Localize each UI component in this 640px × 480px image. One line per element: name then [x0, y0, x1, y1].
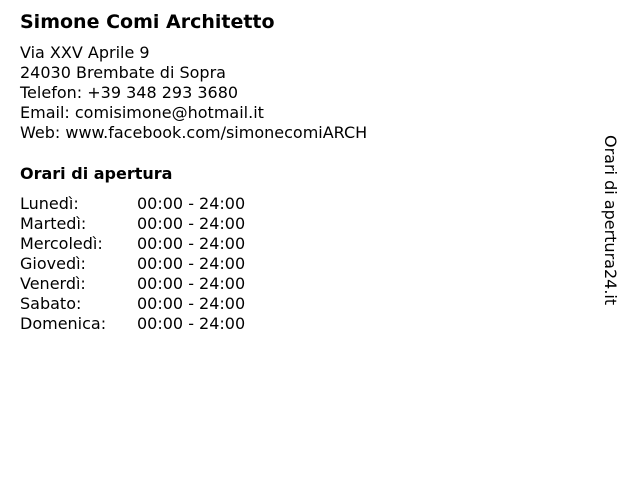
day-label: Venerdì:	[20, 274, 86, 293]
web-line: Web: www.facebook.com/simonecomiARCH	[20, 123, 368, 142]
email-line: Email: comisimone@hotmail.it	[20, 103, 264, 122]
time-range: 00:00 - 24:00	[137, 194, 246, 213]
time-range: 00:00 - 24:00	[137, 294, 246, 313]
time-range: 00:00 - 24:00	[137, 314, 246, 333]
time-range: 00:00 - 24:00	[137, 254, 246, 273]
watermark-text: Orari di apertura24.it	[601, 135, 620, 306]
day-label: Martedì:	[20, 214, 87, 233]
day-label: Lunedì:	[20, 194, 79, 213]
address-street: Via XXV Aprile 9	[20, 43, 150, 62]
day-label: Giovedì:	[20, 254, 86, 273]
address-city: 24030 Brembate di Sopra	[20, 63, 226, 82]
time-range: 00:00 - 24:00	[137, 274, 246, 293]
day-label: Mercoledì:	[20, 234, 103, 253]
contact-block	[20, 43, 367, 143]
watermark	[600, 135, 640, 335]
time-range: 00:00 - 24:00	[137, 234, 246, 253]
day-label: Domenica:	[20, 314, 107, 333]
opening-hours-title: Orari di apertura	[20, 164, 173, 183]
phone-line: Telefon: +39 348 293 3680	[20, 83, 239, 102]
day-label: Sabato:	[20, 294, 82, 313]
time-range: 00:00 - 24:00	[137, 214, 246, 233]
business-name: Simone Comi Architetto	[20, 11, 275, 33]
